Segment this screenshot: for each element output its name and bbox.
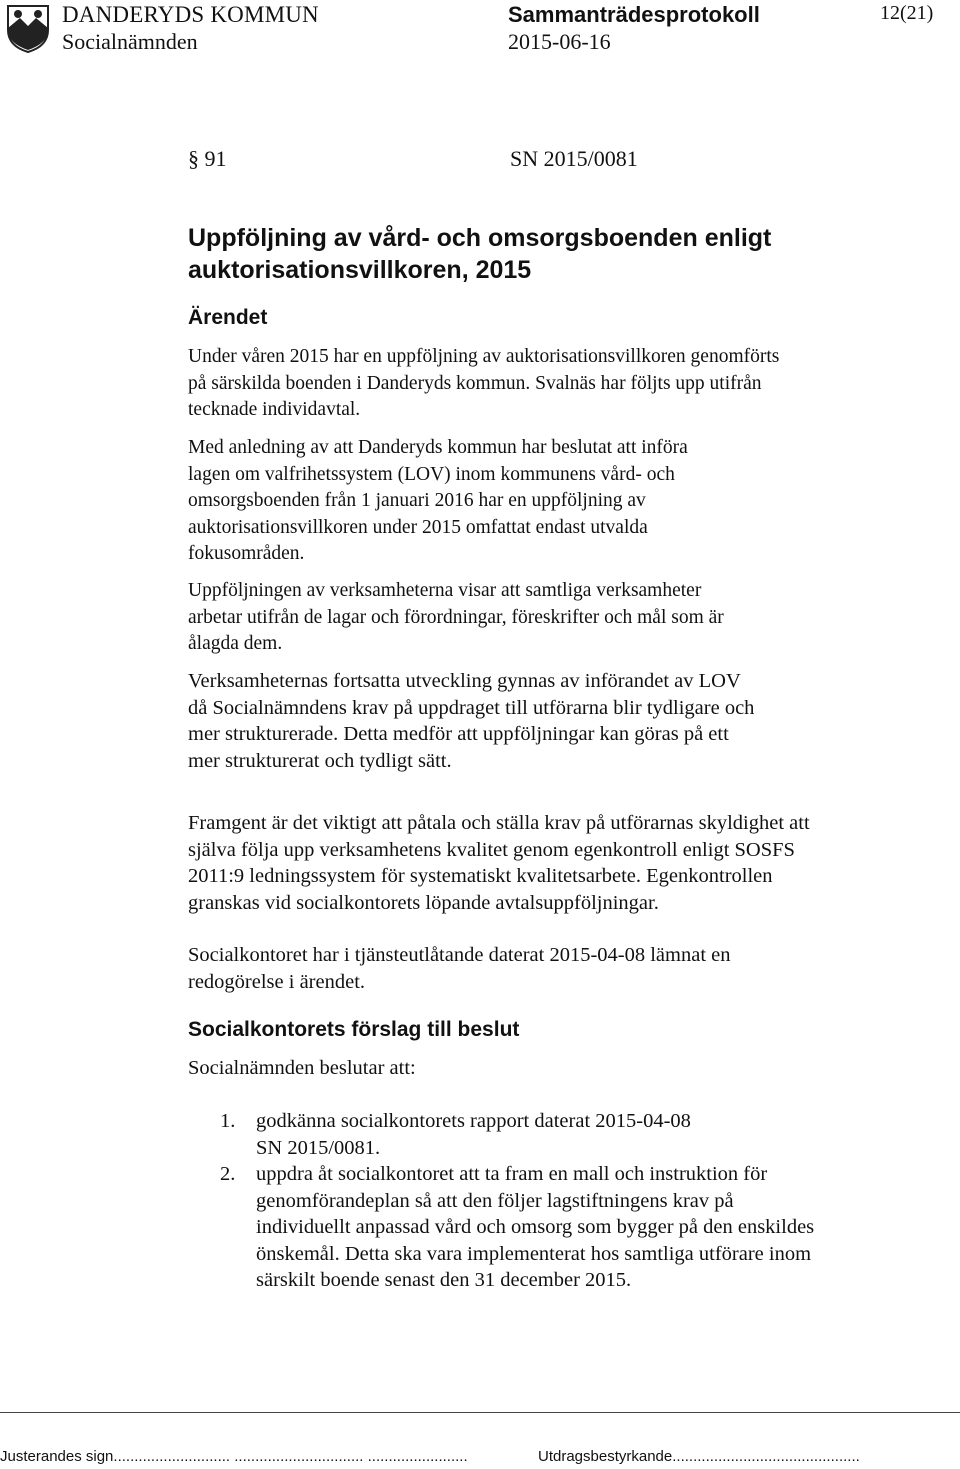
- text-line: granskas vid socialkontorets löpande avtalsuppföljningar.: [188, 891, 659, 914]
- text-line: lagen om valfrihetssystem (LOV) inom kommunens vård- och: [188, 463, 675, 485]
- danderyd-coat-of-arms-icon: [6, 4, 50, 54]
- text-line: Socialkontoret har i tjänsteutlåtande daterat 2015-04-08 lämnat en: [188, 944, 731, 966]
- text-line: tecknade individavtal.: [188, 399, 361, 420]
- paragraph-background: [188, 344, 928, 424]
- signature-field: Justerandes sign............................ ............................... ........................: [0, 1448, 468, 1465]
- text-line: mer strukturerade. Detta medför att uppföljningar kan göras på ett: [188, 723, 729, 745]
- text-line: auktorisationsvillkoren under 2015 omfattat endast utvalda: [188, 516, 648, 538]
- text-line: själva följa upp verksamhetens kvalitet genom egenkontroll enligt SOSFS: [188, 838, 795, 861]
- text-line: Uppföljningen av verksamheterna visar att samtliga verksamheter: [188, 580, 702, 601]
- text-line: Verksamheternas fortsatta utveckling gynnas av införandet av LOV: [188, 670, 741, 692]
- text-line: Socialnämnden beslutar att:: [188, 1057, 416, 1079]
- section-number: § 91: [188, 146, 227, 171]
- decision-intro: [188, 1055, 928, 1082]
- text-line: på särskilda boenden i Danderyds kommun. Svalnäs har följts upp utifrån: [188, 372, 762, 394]
- list-number: 2.: [220, 1163, 236, 1185]
- text-line: då Socialnämndens krav på uppdraget till utförarna blir tydligare och: [188, 696, 755, 719]
- list-number: 1.: [220, 1110, 236, 1132]
- paragraph-lov: [188, 435, 928, 568]
- page-title: Uppföljning av vård- och omsorgsboenden enligt auktorisationsvillkoren, 2015: [188, 224, 772, 284]
- document-date: 2015-06-16: [508, 29, 611, 54]
- arendet-heading: Ärendet: [188, 306, 268, 329]
- paragraph-report: [188, 942, 928, 995]
- case-number: SN 2015/0081: [510, 146, 638, 171]
- text-line: mer strukturerat och tydligt sätt.: [188, 749, 452, 772]
- footer-divider: [0, 1412, 960, 1413]
- text-line: genomförandeplan så att den följer lagstiftningens krav på: [256, 1189, 734, 1212]
- dept-name: Socialnämnden: [62, 29, 198, 54]
- text-line: individuellt anpassad vård och omsorg som bygger på den enskildes: [256, 1216, 815, 1238]
- text-line: redogörelse i ärendet.: [188, 970, 366, 993]
- text-line: önskemål. Detta ska vara implementerat hos samtliga utförare inom: [256, 1242, 812, 1265]
- text-line: SN 2015/0081.: [256, 1136, 381, 1159]
- text-line: särskilt boende senast den 31 december 2015.: [256, 1269, 632, 1291]
- text-line: Framgent är det viktigt att påtala och ställa krav på utförarnas skyldighet att: [188, 812, 810, 834]
- text-line: Under våren 2015 har en uppföljning av auktorisationsvillkoren genomförts: [188, 346, 780, 367]
- text-line: omsorgsboenden från 1 januari 2016 har en uppföljning av: [188, 490, 646, 511]
- text-line: Med anledning av att Danderyds kommun har beslutat att införa: [188, 437, 688, 458]
- paragraph-results: [188, 578, 928, 658]
- org-name: DANDERYDS KOMMUN: [62, 2, 319, 27]
- text-line: uppdra åt socialkontoret att ta fram en mall och instruktion för: [256, 1163, 768, 1185]
- document-type: Sammanträdesprotokoll: [508, 2, 760, 27]
- text-line: arbetar utifrån de lagar och förordningar, föreskrifter och mål som är: [188, 606, 724, 628]
- page-number: 12(21): [880, 2, 934, 24]
- text-line: ålagda dem.: [188, 633, 283, 654]
- text-line: godkänna socialkontorets rapport daterat 2015-04-08: [256, 1110, 691, 1132]
- text-line: 2011:9 ledningssystem för systematiskt kvalitetsarbete. Egenkontrollen: [188, 865, 773, 887]
- certification-field: Utdragsbestyrkande.............................................: [538, 1448, 860, 1465]
- paragraph-self-control: [188, 810, 928, 916]
- paragraph-development: [188, 668, 928, 774]
- text-line: fokusområden.: [188, 543, 305, 564]
- proposal-heading: Socialkontorets förslag till beslut: [188, 1018, 520, 1041]
